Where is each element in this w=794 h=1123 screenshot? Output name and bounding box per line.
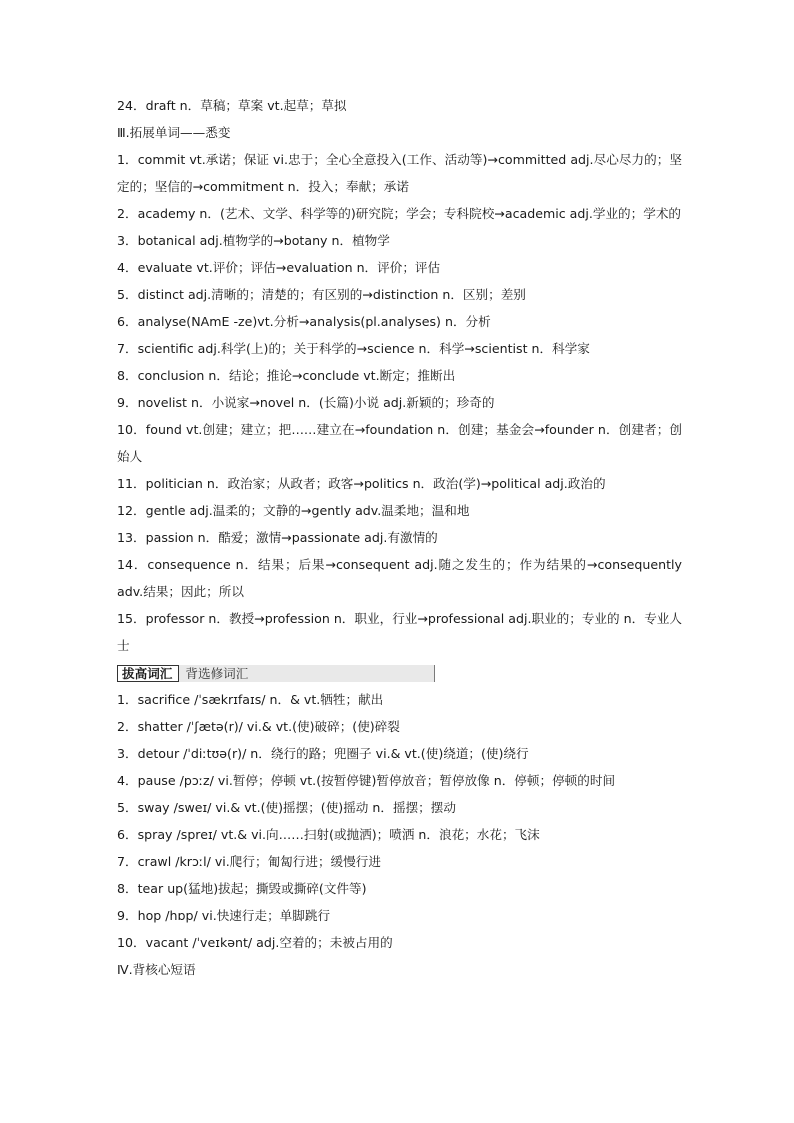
- expand-entry: 12．gentle adj.温柔的；文静的→gently adv.温柔地；温和地: [117, 503, 470, 518]
- expand-entry: 1．commit vt.承诺；保证 vi.忠于；全心全意投入(工作、活动等)→committed adj.尽心尽力的；坚定的；坚信的→commitment n．投入；奉献；承诺: [117, 152, 682, 194]
- vocab-entry-24: 24．draft n．草稿；草案 vt.起草；草拟: [117, 98, 347, 113]
- expand-entry: 9．novelist n．小说家→novel n．(长篇)小说 adj.新颖的；珍奇的: [117, 395, 495, 410]
- expand-entry: 13．passion n．酷爱；激情→passionate adj.有激情的: [117, 530, 438, 545]
- expand-entry: 2．academy n．(艺术、文学、科学等的)研究院；学会；专科院校→academic adj.学业的；学术的: [117, 206, 682, 221]
- advanced-entry: 9．hop /hɒp/ vi.快速行走；单脚跳行: [117, 908, 331, 923]
- section-title: 背选修词汇: [185, 666, 249, 681]
- expand-entry: 7．scientific adj.科学(上)的；关于科学的→science n．科学→scientist n．科学家: [117, 341, 590, 356]
- expand-entry: 4．evaluate vt.评价；评估→evaluation n．评价；评估: [117, 260, 441, 275]
- advanced-entry: 7．crawl /krɔːl/ vi.爬行；匍匐行进；缓慢行进: [117, 854, 381, 869]
- advanced-entry: 5．sway /sweɪ/ vi.& vt.(使)摇摆；(使)摇动 n．摇摆；摆动: [117, 800, 456, 815]
- expand-entry: 8．conclusion n．结论；推论→conclude vt.断定；推断出: [117, 368, 456, 383]
- expand-entry: 3．botanical adj.植物学的→botany n．植物学: [117, 233, 390, 248]
- advanced-entry: 8．tear up(猛地)拔起；撕毁或撕碎(文件等): [117, 881, 367, 896]
- advanced-entry: 2．shatter /ˈʃætə(r)/ vi.& vt.(使)破碎；(使)碎裂: [117, 719, 400, 734]
- section-heading-expand: Ⅲ.拓展单词——悉变: [117, 125, 231, 140]
- advanced-word-list: [117, 686, 682, 956]
- expand-entry: 11．politician n．政治家；从政者；政客→politics n．政治(学)→political adj.政治的: [117, 476, 606, 491]
- advanced-entry: 1．sacrifice /ˈsækrɪfaɪs/ n．& vt.牺牲；献出: [117, 692, 384, 707]
- expand-word-list: [117, 146, 682, 659]
- section-banner: [117, 665, 435, 682]
- section-heading-core: Ⅳ.背核心短语: [117, 962, 196, 977]
- advanced-entry: 4．pause /pɔːz/ vi.暂停；停顿 vt.(按暂停键)暂停放音；暂停放像 n．停顿；停顿的时间: [117, 773, 616, 788]
- advanced-entry: 10．vacant /ˈveɪkənt/ adj.空着的；未被占用的: [117, 935, 393, 950]
- expand-entry: 15．professor n．教授→profession n．职业，行业→professional adj.职业的；专业的 n．专业人士: [117, 611, 682, 653]
- section-tag: 拔高词汇: [117, 665, 179, 682]
- expand-entry: 5．distinct adj.清晰的；清楚的；有区别的→distinction n．区别；差别: [117, 287, 526, 302]
- advanced-entry: 3．detour /ˈdiːtʊə(r)/ n．绕行的路；兜圈子 vi.& vt.(使)绕道；(使)绕行: [117, 746, 529, 761]
- advanced-entry: 6．spray /spreɪ/ vt.& vi.向……扫射(或抛洒)；喷洒 n．浪花；水花；飞沫: [117, 827, 540, 842]
- expand-entry: 14．consequence n．结果；后果→consequent adj.随之发生的；作为结果的→consequently adv.结果；因此；所以: [117, 557, 682, 599]
- expand-entry: 10．found vt.创建；建立；把……建立在→foundation n．创建；基金会→founder n．创建者；创始人: [117, 422, 682, 464]
- expand-entry: 6．analyse(NAmE -ze)vt.分析→analysis(pl.analyses) n．分析: [117, 314, 491, 329]
- document-page: [117, 92, 682, 983]
